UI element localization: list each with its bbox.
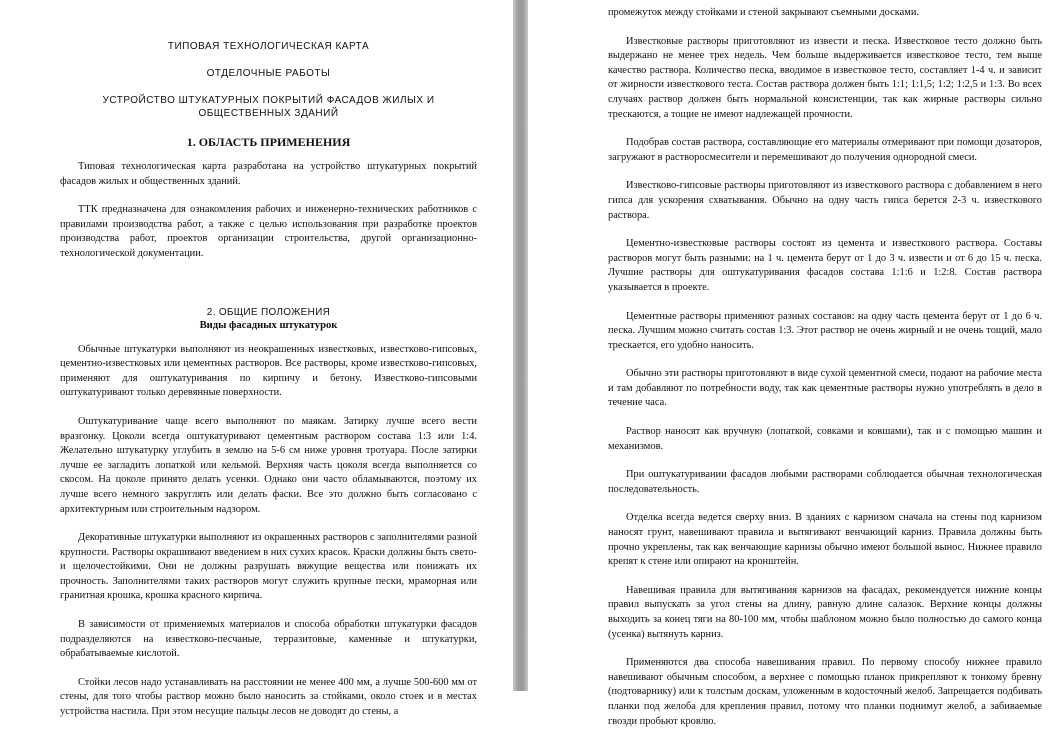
paragraph: Цементные растворы применяют разных составов: на одну часть цемента берут от 1 до 6 ч. песка. Лучшим можно считать состав 1:3. Этот раствор не очень жирный и не очень тощий, мало трескается, его удобно наносить. [608, 310, 1042, 351]
paragraph: Отделка всегда ведется сверху вниз. В зданиях с карнизом сначала на стены под карнизом наносят грунт, навешивают правила и вытягивают венчающий карниз. Правила должны быть прочно укреплены, так как венчающие карнизы обычно имеют большой вынос. Нижнее правило крепят к стене или опирают на кронштейн. [608, 512, 1042, 568]
paragraph: ТТК предназначена для ознакомления рабочих и инженерно-технических работников с правилами производства работ, а также с целью использования при разработке проектов производства работ, проектов организации строительства, другой организационно-технологической документации. [60, 204, 477, 259]
paragraph: Раствор наносят как вручную (лопаткой, совками и ковшами), так и с помощью машин и механизмов. [608, 426, 1042, 452]
document-topic: УСТРОЙСТВО ШТУКАТУРНЫХ ПОКРЫТИЙ ФАСАДОВ ЖИЛЫХ И ОБЩЕСТВЕННЫХ ЗДАНИЙ [102, 95, 435, 119]
paragraph: Стойки лесов надо устанавливать на расстоянии не менее 400 мм, а лучше 500-600 мм от стены, для того чтобы раствор можно было наносить за стойками, около стоек и в местах устройства настила. При этом несущие пальцы лесов не доводят до стены, а [60, 676, 477, 718]
paragraph-continuation: промежуток между стойками и стеной закрывают съемными досками. [608, 7, 919, 18]
paragraph: В зависимости от применяемых материалов и способа обработки штукатурки фасадов подразделяются на известково-песчаные, терразитовые, каменные и штукатурки, обрабатываемые кислотой. [60, 619, 477, 660]
paragraph: Обычные штукатурки выполняют из неокрашенных известковых, известково-гипсовых, цементно-известковых или цементных растворов. Все растворы, кроме известково-гипсовых, применяют для оштукатуривания по кирпичу и бетону. Известково-гипсовыми оштукатуривают только деревянные поверхности. [60, 343, 477, 399]
paragraph: Оштукатуривание чаще всего выполняют по маякам. Затирку лучше всего вести вразгонку. Цоколи всегда оштукатуривают цементным раствором состава 1:3 или 1:4. Желательно штукатурку углубить в землю на 5-6 см ниже уровня тротуара. После затирки лучше ее загладить лопаткой или кельмой. Верхняя часть цоколя всегда выполняется со скосом. На цоколе принято делать усенки. Однако они часто обламываются, поэтому их лучше всего немного закруглять или делать фаски. Все это должно быть согласовано с архитектурным или строительным надзором. [60, 415, 477, 515]
page-gutter [513, 0, 528, 691]
paragraph: Цементно-известковые растворы состоят из цемента и известкового раствора. Составы растворов могут быть разными: на 1 ч. цемента берут от 1 до 3 ч. извести и от 6 до 15 ч. песка. Лучшие растворы для оштукатуривания фасадов состава 1:1:6 и 1:2:8. Состав раствора указывается в проекте. [608, 238, 1042, 293]
section-2-subheading: Виды фасадных штукатурок [199, 319, 338, 331]
blank-space [60, 276, 477, 306]
paragraph: Подобрав состав раствора, составляющие его материалы отмеривают при помощи дозаторов, загружают в растворосмесители и перемешивают до получения однородной смеси. [608, 137, 1042, 163]
paragraph: Навешивая правила для вытягивания карнизов на фасадах, рекомендуется нижние концы правил выпускать за угол стены на длину, равную длине салазок. Верхние концы должны выходить за конец тяги на 80-100 мм, чтобы шаблоном можно было полностью до самого конца (усенка) вытянуть карниз. [608, 584, 1042, 640]
paragraph: Типовая технологическая карта разработана на устройство штукатурных покрытий фасадов жилых и общественных зданий. [60, 161, 477, 187]
document-title: ТИПОВАЯ ТЕХНОЛОГИЧЕСКАЯ КАРТА [167, 41, 370, 52]
left-page-content [60, 40, 477, 734]
document-subtitle: ОТДЕЛОЧНЫЕ РАБОТЫ [206, 68, 331, 79]
paragraph: Применяются два способа навешивания правил. По первому способу нижнее правило навешивают обычным способом, а верхнее с помощью планок прикрепляют к тонкому бревну (подтоварнику) или к толстым доскам, уложенным в кодосточный желоб. Запрещается подбивать планки под желоба для крепления правил, потому что планки поднимут желоб, а забиваемые гвозди пробьют кровлю. [608, 657, 1042, 727]
paragraph: Обычно эти растворы приготовляют в виде сухой цементной смеси, подают на рабочие места и там добавляют по потребности воду, так как цементные растворы нужно употреблять в дело в течение часа. [608, 368, 1042, 409]
section-1-heading: 1. ОБЛАСТЬ ПРИМЕНЕНИЯ [186, 135, 351, 149]
paragraph: Известково-гипсовые растворы приготовляют из известкового раствора с добавлением в него гипса для ускорения схватывания. Обычно на одну часть гипса берется 2-3 ч. известкового раствора. [608, 180, 1042, 221]
section-2-heading: 2. ОБЩИЕ ПОЛОЖЕНИЯ [206, 306, 331, 318]
left-page [0, 0, 513, 718]
paragraph: Известковые растворы приготовляют из извести и песка. Известковое тесто должно быть выдержано не менее трех недель. Чем больше выдерживается известковое тесто, тем выше качество раствора. Количество песка, вводимое в известковое тесто, составляет 1-4 ч. и зависит от жирности известкового теста. Состав раствора должен быть 1:1; 1:1,5; 1:2; 1:2,5 и 1:3. Во всех случаях раствор должен быть нормальной консистенции, так как жирные растворы сильно трескаются, а тощие не имеют надлежащей прочности. [608, 35, 1042, 120]
right-page [528, 0, 1062, 727]
paragraph: При оштукатуривании фасадов любыми растворами соблюдается обычная технологическая последовательность. [608, 469, 1042, 495]
paragraph: Декоративные штукатурки выполняют из окрашенных растворов с заполнителями разной крупности. Растворы окрашивают введением в них сухих красок. Краски должны быть свето- и щелочестойкими. Они не должны разрушать вяжущие вещества или понижать их прочность. Заполнителями таких растворов могут служить крупные пески, мраморная или гранитная крошка, крошка красного кирпича. [60, 532, 477, 602]
right-page-content [608, 6, 1042, 743]
